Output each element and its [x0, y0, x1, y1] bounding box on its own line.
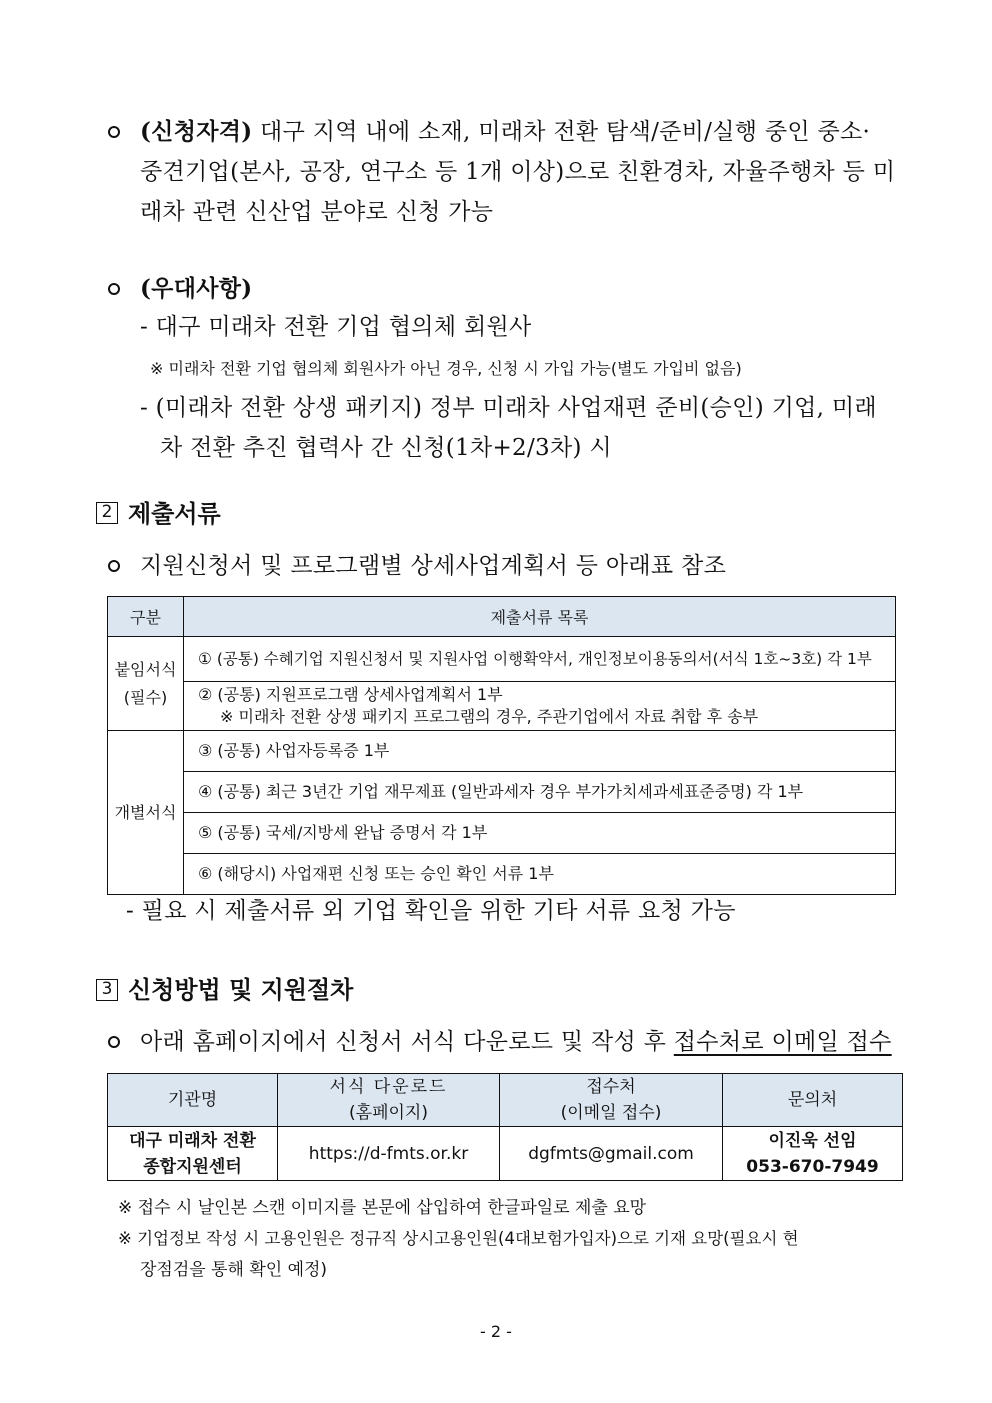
table-row-note: ※ 미래차 전환 상생 패키지 프로그램의 경우, 주관기업에서 자료 취합 후 송부 — [220, 707, 759, 726]
qualification-line2: 중견기업(본사, 공장, 연구소 등 1개 이상)으로 친환경차, 자율주행차 등 미 — [140, 159, 896, 185]
section3-intro-text: 아래 홈페이지에서 신청서 서식 다운로드 및 작성 후 — [140, 1029, 674, 1055]
email-link[interactable]: dgfmts@gmail.com — [500, 1127, 723, 1181]
header-download — [278, 1074, 500, 1127]
bullet-circle-icon — [108, 126, 120, 138]
section3-note2-line2: 장점검을 통해 확인 예정) — [140, 1260, 328, 1280]
category-attached — [108, 637, 184, 731]
qualification-line1 — [140, 112, 900, 152]
contact-phone: 053-670-7949 — [746, 1156, 879, 1177]
qualification-text: 대구 지역 내에 소재, 미래차 전환 탐색/준비/실행 중인 중소· — [252, 119, 871, 145]
table-row — [184, 682, 896, 731]
preference-item2-line2: 차 전환 추진 협력사 간 신청(1차+2/3차) 시 — [160, 435, 612, 461]
section-number-box: 2 — [96, 502, 118, 524]
section3-intro — [140, 1022, 892, 1062]
table-row: ① (공통) 수혜기업 지원신청서 및 지원사업 이행확약서, 개인정보이용동의서(서식 1호~3호) 각 1부 — [184, 637, 896, 682]
header-contact: 문의처 — [723, 1074, 903, 1127]
bullet-circle-icon — [108, 560, 120, 572]
header-receive-line2: (이메일 접수) — [560, 1103, 662, 1123]
table-row-line: ② (공통) 지원프로그램 상세사업계획서 1부 — [198, 685, 503, 704]
table-header-list: 제출서류 목록 — [184, 597, 896, 637]
homepage-link[interactable]: https://d-fmts.or.kr — [278, 1127, 500, 1181]
table-header-category: 구분 — [108, 597, 184, 637]
table-row: ⑥ (해당시) 사업재편 신청 또는 승인 확인 서류 1부 — [184, 854, 896, 895]
category-individual: 개별서식 — [108, 731, 184, 895]
preference-item2-line1: - (미래차 전환 상생 패키지) 정부 미래차 사업재편 준비(승인) 기업, 미래 — [140, 395, 877, 421]
category-attached-label: 붙임서식 — [114, 659, 177, 679]
section3-note2-line1: ※ 기업정보 작성 시 고용인원은 정규직 상시고용인원(4대보험가입자)으로 기재 요망(필요시 현 — [118, 1229, 799, 1248]
section2-intro: 지원신청서 및 프로그램별 상세사업계획서 등 아래표 참조 — [140, 553, 727, 579]
header-download-line2: (홈페이지) — [349, 1103, 428, 1123]
section3-intro-underlined: 접수처로 이메일 접수 — [673, 1029, 892, 1055]
documents-table — [107, 596, 896, 895]
contact-table — [107, 1073, 903, 1181]
preference-note1: ※ 미래차 전환 기업 협의체 회원사가 아닌 경우, 신청 시 가입 가능(별도 가입비 없음) — [150, 359, 742, 378]
org-cell — [108, 1127, 278, 1181]
preference-item1: - 대구 미래차 전환 기업 협의체 회원사 — [140, 314, 532, 340]
bullet-circle-icon — [108, 1036, 120, 1048]
section-title: 제출서류 — [128, 500, 221, 528]
contact-cell — [723, 1127, 903, 1181]
preference-label: (우대사항) — [140, 275, 253, 302]
table-row: ④ (공통) 최근 3년간 기업 재무제표 (일반과세자 경우 부가가치세과세표준증명) 각 1부 — [184, 772, 896, 813]
bullet-circle-icon — [108, 283, 120, 295]
header-receive — [500, 1074, 723, 1127]
section-number-box: 3 — [96, 979, 118, 1001]
section3-note1: ※ 접수 시 날인본 스캔 이미지를 본문에 삽입하여 한글파일로 제출 요망 — [118, 1198, 647, 1218]
contact-name: 이진욱 선임 — [768, 1130, 857, 1151]
page-number: - 2 - — [480, 1322, 512, 1341]
org-name-line1: 대구 미래차 전환 — [129, 1130, 256, 1151]
section2-after-note: - 필요 시 제출서류 외 기업 확인을 위한 기타 서류 요청 가능 — [126, 898, 736, 924]
header-org: 기관명 — [108, 1074, 278, 1127]
qualification-line3: 래차 관련 신산업 분야로 신청 가능 — [140, 199, 494, 225]
table-row: ③ (공통) 사업자등록증 1부 — [184, 731, 896, 772]
org-name-line2: 종합지원센터 — [143, 1156, 242, 1177]
table-row: ⑤ (공통) 국세/지방세 완납 증명서 각 1부 — [184, 813, 896, 854]
category-attached-sub: (필수) — [123, 687, 168, 707]
header-receive-line1: 접수처 — [586, 1077, 636, 1097]
header-download-line1: 서식 다운로드 — [329, 1077, 448, 1097]
section-title: 신청방법 및 지원절차 — [128, 976, 354, 1004]
qualification-label: (신청자격) — [140, 118, 253, 145]
